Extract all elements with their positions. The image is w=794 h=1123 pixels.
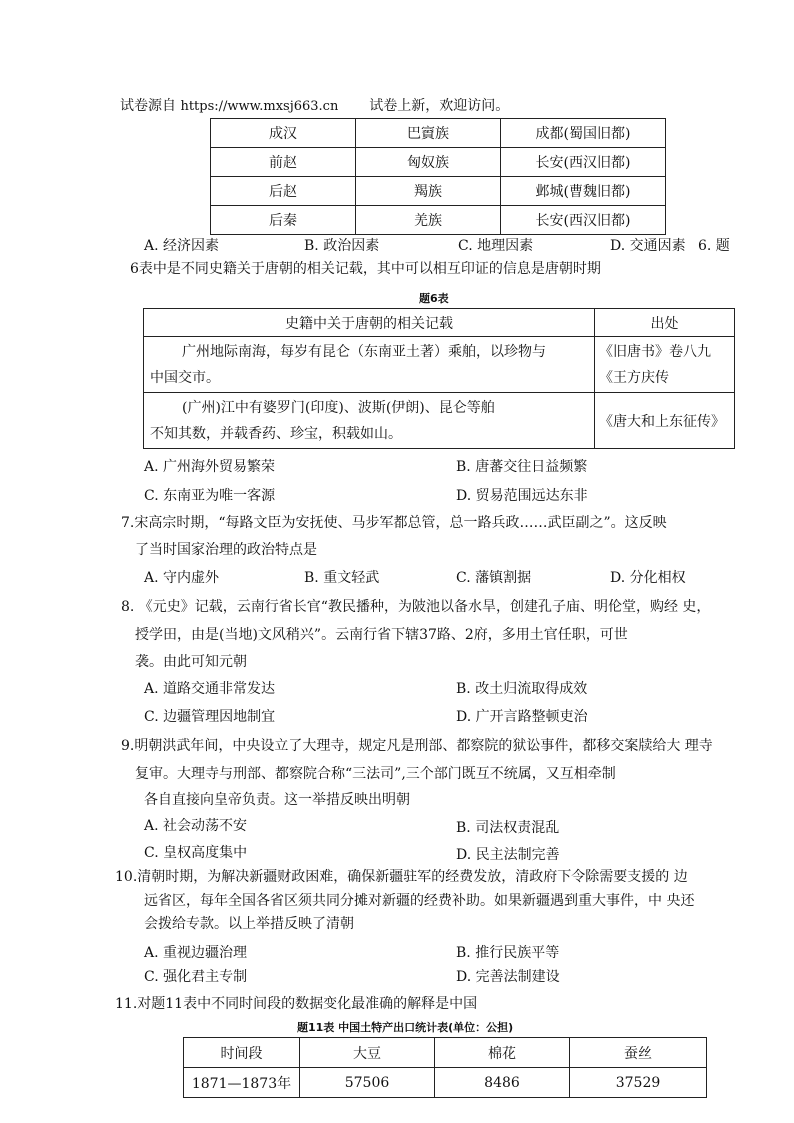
record-text: 中国交市。 <box>150 369 220 386</box>
table-row <box>144 393 735 449</box>
column-header: 棉花 <box>435 1038 570 1068</box>
table-cell: 长安(西汉旧都) <box>501 148 666 177</box>
table-row <box>211 177 666 206</box>
q7-stem-line: 7.宋高宗时期，“每路文臣为安抚使、马步军都总管，总一路兵政……武臣副之”。这反映 <box>121 515 667 531</box>
record-text: 不知其数，并载香药、珍宝，积载如山。 <box>150 425 402 442</box>
dynasty-table <box>210 118 666 235</box>
export-table <box>183 1037 707 1098</box>
table-cell: 长安(西汉旧都) <box>501 206 666 235</box>
table-cell <box>595 337 735 393</box>
q9-option-b[interactable]: B. 司法权责混乱 <box>456 820 560 836</box>
q6-option-c[interactable]: C. 东南亚为唯一客源 <box>144 488 276 504</box>
table-header-row <box>184 1038 707 1068</box>
q10-option-a[interactable]: A. 重视边疆治理 <box>144 945 248 961</box>
table-cell: 成都(蜀国旧都) <box>501 119 666 148</box>
table-cell: 匈奴族 <box>356 148 501 177</box>
q6-table <box>143 308 735 449</box>
column-header: 出处 <box>595 309 735 337</box>
table-cell: 邺城(曹魏旧都) <box>501 177 666 206</box>
table-cell: 57506 <box>300 1068 435 1098</box>
q8-stem-line: 袭。由此可知元朝 <box>135 654 247 670</box>
q10-option-b[interactable]: B. 推行民族平等 <box>456 945 560 961</box>
table-row <box>184 1068 707 1098</box>
q9-option-d[interactable]: D. 民主法制完善 <box>456 847 560 863</box>
q8-stem-line: 8. 《元史》记载，云南行省长官“教民播种，为陂池以备水旱，创建孔子庙、明伦堂，购经 史， <box>121 599 711 615</box>
table-cell: 后赵 <box>211 177 356 206</box>
q7-option-d[interactable]: D. 分化相权 <box>610 570 686 586</box>
table-header-row <box>144 309 735 337</box>
source-text: 《王方庆传 <box>599 369 669 386</box>
q11-stem: 11.对题11表中不同时间段的数据变化最准确的解释是中国 <box>115 996 478 1012</box>
source-prefix: 试卷源自 <box>120 98 176 114</box>
table-cell: 1871—1873年 <box>184 1068 300 1098</box>
q6-option-a[interactable]: A. 广州海外贸易繁荣 <box>144 459 276 475</box>
q5-option-d[interactable]: D. 交通因素 <box>610 238 686 254</box>
table-cell: 羌族 <box>356 206 501 235</box>
q6-table-caption: 题6表 <box>419 292 449 305</box>
source-line <box>120 97 509 116</box>
q9-option-c[interactable]: C. 皇权高度集中 <box>144 845 248 861</box>
table-row <box>211 148 666 177</box>
q7-stem-line: 了当时国家治理的政治特点是 <box>135 542 317 558</box>
q5-option-c[interactable]: C. 地理因素 <box>458 238 534 254</box>
q10-stem-line: 会拨给专款。以上举措反映了清朝 <box>144 916 354 932</box>
q11-table-caption: 题11表 中国土特产出口统计表(单位：公担) <box>297 1021 514 1034</box>
q6-stem: 6表中是不同史籍关于唐朝的相关记载，其中可以相互印证的信息是唐朝时期 <box>130 261 601 277</box>
q6-option-d[interactable]: D. 贸易范围远达东非 <box>456 488 588 504</box>
q7-option-c[interactable]: C. 藩镇割据 <box>456 570 532 586</box>
q9-stem-line: 9.明朝洪武年间，中央设立了大理寺，规定凡是刑部、都察院的狱讼事件，都移交案牍给大 理寺 <box>121 738 713 754</box>
q7-option-b[interactable]: B. 重文轻武 <box>304 570 380 586</box>
source-url[interactable]: https://www.mxsj663.cn <box>180 99 339 114</box>
table-cell: 巴賨族 <box>356 119 501 148</box>
q6-number: 6. 题 <box>698 238 730 254</box>
q6-option-b[interactable]: B. 唐蕃交往日益频繁 <box>456 459 588 475</box>
record-text: (广州)江中有婆罗门(印度)、波斯(伊朗)、昆仑等舶 <box>182 399 495 416</box>
table-cell: 成汉 <box>211 119 356 148</box>
table-cell: 羯族 <box>356 177 501 206</box>
table-cell: 8486 <box>435 1068 570 1098</box>
q10-option-d[interactable]: D. 完善法制建设 <box>456 969 560 985</box>
table-cell <box>144 337 595 393</box>
q5-option-b[interactable]: B. 政治因素 <box>304 238 380 254</box>
q9-option-a[interactable]: A. 社会动荡不安 <box>144 818 248 834</box>
column-header: 史籍中关于唐朝的相关记载 <box>144 309 595 337</box>
table-cell <box>144 393 595 449</box>
q10-option-c[interactable]: C. 强化君主专制 <box>144 969 248 985</box>
q9-stem-line: 复审。大理寺与刑部、都察院合称“三法司”,三个部门既互不统属，又互相牵制 <box>135 766 616 782</box>
table-row <box>144 337 735 393</box>
column-header: 大豆 <box>300 1038 435 1068</box>
q8-option-c[interactable]: C. 边疆管理因地制宜 <box>144 709 276 725</box>
column-header: 蚕丝 <box>570 1038 707 1068</box>
table-row <box>211 206 666 235</box>
q8-option-b[interactable]: B. 改土归流取得成效 <box>456 681 588 697</box>
table-cell: 后秦 <box>211 206 356 235</box>
table-cell: 《唐大和上东征传》 <box>595 393 735 449</box>
table-cell: 前赵 <box>211 148 356 177</box>
q9-stem-line: 各自直接向皇帝负责。这一举措反映出明朝 <box>144 792 410 808</box>
q8-stem-line: 授学田，由是(当地)文风稍兴”。云南行省下辖37路、2府，多用土官任职，可世 <box>135 627 628 643</box>
q10-stem-line: 远省区，每年全国各省区须共同分摊对新疆的经费补助。如果新疆遇到重大事件，中 央还 <box>144 893 695 909</box>
source-text: 《旧唐书》卷八九 <box>599 343 711 360</box>
record-text: 广州地际南海，每岁有昆仑（东南亚土著）乘舶，以珍物与 <box>182 343 546 360</box>
source-suffix: 试卷上新，欢迎访问。 <box>369 98 510 114</box>
table-cell: 37529 <box>570 1068 707 1098</box>
q8-option-a[interactable]: A. 道路交通非常发达 <box>144 681 276 697</box>
table-row <box>211 119 666 148</box>
q10-stem-line: 10.清朝时期，为解决新疆财政困难，确保新疆驻军的经费发放，清政府下令除需要支援的 边 <box>115 869 688 885</box>
q5-option-a[interactable]: A. 经济因素 <box>144 238 220 254</box>
column-header: 时间段 <box>184 1038 300 1068</box>
q7-option-a[interactable]: A. 守内虚外 <box>144 570 220 586</box>
q8-option-d[interactable]: D. 广开言路整顿吏治 <box>456 709 588 725</box>
